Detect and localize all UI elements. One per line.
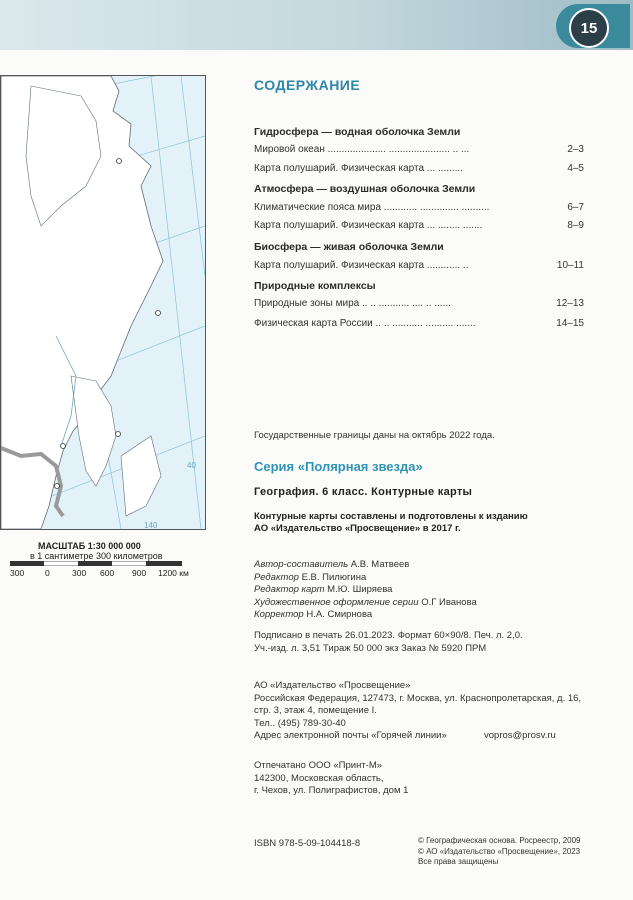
toc-row xyxy=(254,163,584,174)
credit-row xyxy=(254,559,477,572)
isbn: ISBN 978-5-09-104418-8 xyxy=(254,838,361,849)
contour-map xyxy=(0,75,206,530)
section-heading: Биосфера — живая оболочка Земли xyxy=(254,241,444,253)
copyright-line: Все права защищены xyxy=(418,857,499,866)
toc-row-label: Физическая карта России .. .. ........... .......... ....... xyxy=(254,318,476,329)
print-line: Уч.-изд. л. 3,51 Тираж 50 000 экз Заказ № 5920 ПРМ xyxy=(254,643,487,654)
toc-row-pages: 10–11 xyxy=(556,260,584,271)
credit-row xyxy=(254,609,477,622)
publisher-email-label: Адрес электронной почты «Горячей линии» xyxy=(254,730,447,741)
toc-row xyxy=(254,318,584,329)
publisher-phone: Тел.. (495) 789-30-40 xyxy=(254,717,346,729)
series-title: Серия «Полярная звезда» xyxy=(254,459,423,474)
copyright-line: © Географическая основа. Росреестр, 2009 xyxy=(418,836,581,845)
map-label-140: 140 xyxy=(144,521,158,529)
scale-label: 600 xyxy=(100,568,115,578)
credit-role: Художественное оформление серии xyxy=(254,596,419,608)
toc-row-pages: 4–5 xyxy=(567,163,584,174)
scale-description: в 1 сантиметре 300 километров xyxy=(30,551,163,561)
borders-note: Государственные границы даны на октябрь 2022 года. xyxy=(254,430,495,441)
toc-row-label: Карта полушарий. Физическая карта ............ .. xyxy=(254,260,469,271)
toc-row-label: Карта полушарий. Физическая карта ... ......... xyxy=(254,163,463,174)
scale-title: МАСШТАБ 1:30 000 000 xyxy=(38,541,141,551)
toc-row-label: Природные зоны мира .. .. ........... .... .. ...... xyxy=(254,298,451,309)
printer-line: Отпечатано ООО «Принт-М» xyxy=(254,760,383,771)
scale-label: 0 xyxy=(45,568,50,578)
toc-row-pages: 8–9 xyxy=(567,220,584,231)
credit-role: Редактор карт xyxy=(254,584,325,595)
credit-name: М.Ю. Ширяева xyxy=(327,584,393,595)
toc-row-pages: 14–15 xyxy=(556,318,584,329)
copyright xyxy=(418,836,580,868)
contents-heading: СОДЕРЖАНИЕ xyxy=(254,77,361,93)
section-heading: Гидросфера — водная оболочка Земли xyxy=(254,126,461,138)
print-info xyxy=(254,629,523,655)
scale-label: 300 xyxy=(10,568,25,578)
publisher-email: vopros@prosv.ru xyxy=(484,730,556,741)
toc-row xyxy=(254,144,584,155)
toc-row xyxy=(254,260,584,271)
scale-label: 1200 км xyxy=(158,568,189,578)
toc-row-pages: 12–13 xyxy=(556,298,584,309)
map-graphic xyxy=(1,76,205,529)
toc-row-label: Мировой океан ..................... ...................... .. ... xyxy=(254,144,470,155)
publisher-info xyxy=(254,680,614,743)
copyright-line: © АО «Издательство «Просвещение», 2023 xyxy=(418,846,581,856)
section-heading: Природные комплексы xyxy=(254,280,376,292)
credits xyxy=(254,559,477,622)
scale-bar xyxy=(10,561,182,566)
toc-row xyxy=(254,220,584,231)
toc-row xyxy=(254,298,584,309)
publisher-name: АО «Издательство «Просвещение» xyxy=(254,680,411,691)
credit-name: Е.В. Пилюгина xyxy=(301,571,367,583)
toc-row-pages: 6–7 xyxy=(567,202,584,213)
credit-name: Н.А. Смирнова xyxy=(306,609,373,620)
toc-row xyxy=(254,202,584,213)
credit-role: Корректор xyxy=(254,609,304,620)
credit-name: О.Г Иванова xyxy=(421,596,477,608)
credit-row xyxy=(254,572,477,585)
page-number: 15 xyxy=(569,8,609,48)
publisher-address: стр. 3, этаж 4, помещение I. xyxy=(254,705,377,716)
printer-line: 142300, Московская область, xyxy=(254,772,384,784)
compiled-line: Контурные карты составлены и подготовлены к изданию xyxy=(254,511,528,522)
toc-row-label: Климатические пояса мира ............ .............. .......... xyxy=(254,202,490,213)
scale-labels xyxy=(0,568,210,580)
credit-row xyxy=(254,584,477,597)
compiled-line: АО «Издательство «Просвещение» в 2017 г. xyxy=(254,523,461,534)
credit-role: Автор-составитель xyxy=(254,559,349,570)
toc-row-pages: 2–3 xyxy=(567,144,584,155)
printer-line: г. Чехов, ул. Полиграфистов, дом 1 xyxy=(254,785,409,796)
compiled-note xyxy=(254,511,528,535)
credit-name: А.В. Матвеев xyxy=(350,559,410,570)
scale-label: 900 xyxy=(132,568,147,578)
credit-role: Редактор xyxy=(254,571,299,583)
book-title: География. 6 класс. Контурные карты xyxy=(254,486,473,498)
printer-info xyxy=(254,760,408,798)
publisher-address: Российская Федерация, 127473, г. Москва, ул. Краснопролетарская, д. 16, xyxy=(254,692,582,704)
section-heading: Атмосфера — воздушная оболочка Земли xyxy=(254,183,476,195)
top-band xyxy=(0,0,633,50)
print-line: Подписано в печать 26.01.2023. Формат 60×90/8. Печ. л. 2,0. xyxy=(254,630,523,641)
credit-row xyxy=(254,597,477,610)
toc-row-label: Карта полушарий. Физическая карта ... ........ ....... xyxy=(254,220,483,231)
scale-label: 300 xyxy=(72,568,87,578)
map-label-40: 40 xyxy=(187,461,196,470)
